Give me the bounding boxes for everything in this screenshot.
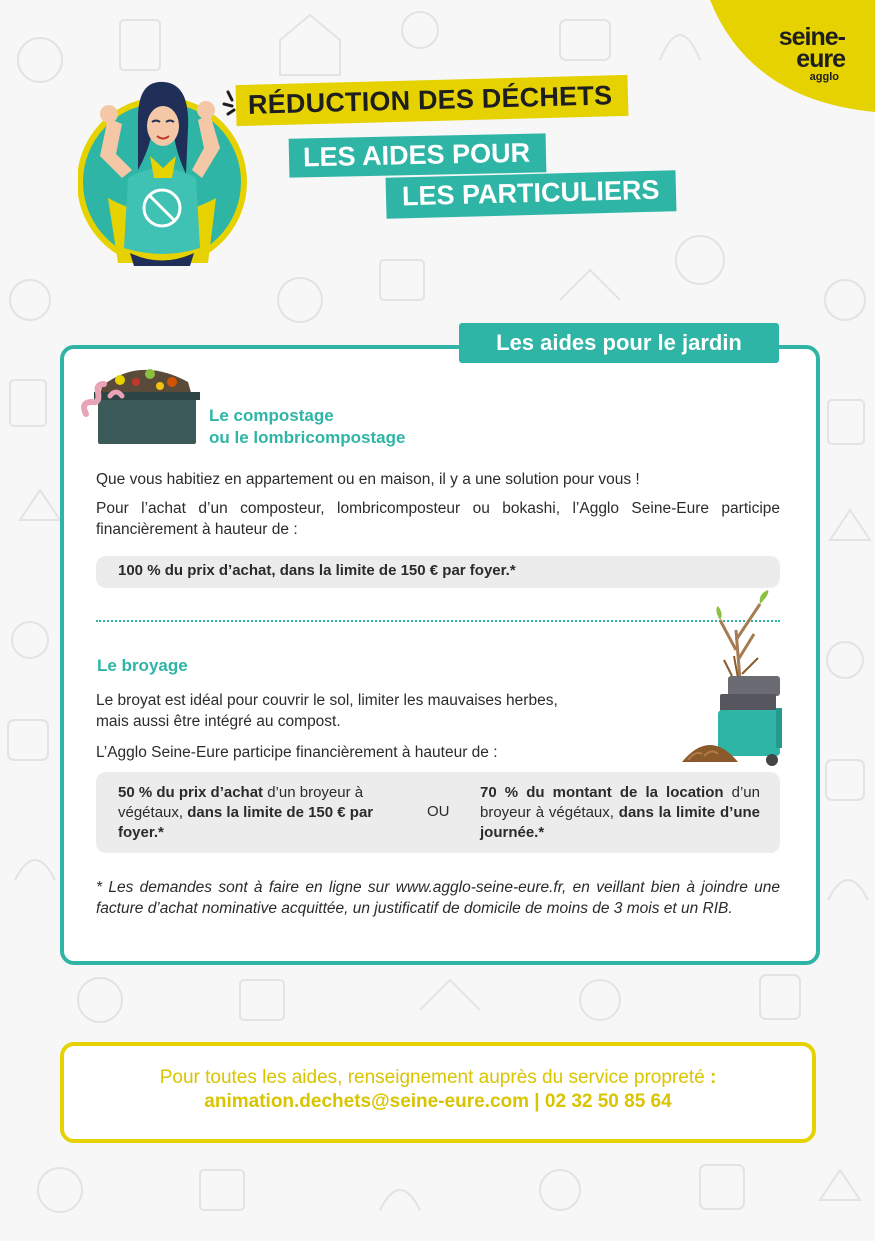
card-tab-label: Les aides pour le jardin [459, 323, 779, 363]
broyage-body [96, 690, 656, 732]
broyage-aid-purchase [118, 783, 400, 843]
title-line-3: LES PARTICULIERS [401, 174, 660, 212]
compost-title [209, 405, 405, 449]
title-line-1: RÉDUCTION DES DÉCHETS [247, 80, 613, 120]
logo-line1: seine-eure [778, 23, 845, 73]
broyage-body-line1: Le broyat est idéal pour couvrir le sol, limiter les mauvaises herbes, [96, 692, 558, 709]
logo-line2: agglo [809, 71, 839, 83]
footer-line1-text: Pour toutes les aides, renseignement auprès du service propreté [159, 1067, 705, 1088]
compost-body: Pour l’achat d’un composteur, lombricomposteur ou bokashi, l’Agglo Seine-Eure participe financièrement à hauteur de : [96, 500, 780, 538]
aid-rental-rate: 70 % du montant de la location [480, 784, 724, 801]
title-banner-3 [386, 170, 676, 219]
compost-title-line2: ou le lombricompostage [209, 428, 406, 447]
compost-intro: Que vous habitiez en appartement ou en maison, il y a une solution pour vous ! [96, 471, 640, 488]
aid-purchase-text: d’un broyeur à végétaux, [118, 784, 364, 821]
broyage-title: Le broyage [97, 656, 188, 675]
aid-rental-limit: dans la limite d’une journée.* [480, 804, 760, 841]
broyage-aid-box [96, 772, 780, 853]
footer-contact: animation.dechets@seine-eure.com | 02 32 50 85 64 [204, 1091, 672, 1112]
title-banner-2 [289, 133, 547, 177]
broyage-body-line2: mais aussi être intégré au compost. [96, 713, 341, 730]
footnote: * Les demandes sont à faire en ligne sur www.agglo-seine-eure.fr, en veillant bien à joindre une facture d’achat nominative acquittée, un justificatif de domicile de moins de 3 mois et un RIB. [96, 879, 780, 917]
broyage-aid-rental [480, 783, 760, 843]
aid-purchase-rate: 50 % du prix d’achat [118, 784, 264, 801]
contact-footer [60, 1042, 816, 1143]
wood-shredder-icon [680, 590, 790, 770]
compost-bin-icon [80, 362, 200, 448]
broyage-intro: L’Agglo Seine-Eure participe financièrement à hauteur de : [96, 744, 498, 761]
title-line-2: LES AIDES POUR [302, 137, 531, 173]
compost-aid-text: 100 % du prix d’achat, dans la limite de 150 € par foyer.* [118, 562, 516, 579]
footer-line1-colon: : [704, 1067, 717, 1088]
section-divider [96, 620, 780, 622]
aid-rental-text: d’un broyeur à végétaux, [480, 784, 760, 821]
aid-purchase-limit: dans la limite de 150 € par foyer.* [118, 804, 374, 841]
aid-separator: OU [427, 803, 450, 820]
footer-line1 [64, 1066, 812, 1090]
brand-logo [749, 23, 845, 84]
compost-title-line1: Le compostage [209, 406, 334, 425]
compost-aid-box [96, 556, 780, 588]
